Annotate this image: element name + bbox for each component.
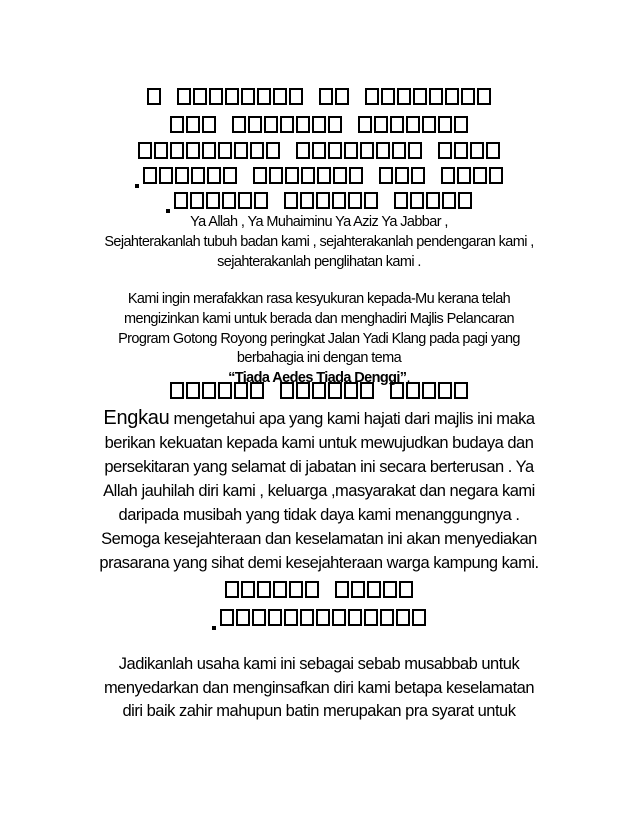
box-glyph-word: [166, 192, 269, 213]
missing-glyph-box: [335, 581, 349, 598]
missing-glyph-box: [316, 192, 330, 209]
missing-glyph-box: [218, 142, 232, 159]
missing-glyph-box: [143, 167, 157, 184]
missing-glyph-box: [202, 142, 216, 159]
missing-glyph-box: [248, 116, 262, 133]
missing-glyph-box: [253, 167, 267, 184]
main-paragraph-line: [0, 408, 638, 430]
missing-glyph-box: [175, 167, 189, 184]
missing-glyph-box: [191, 167, 205, 184]
main-paragraph-first-word: Engkau: [103, 407, 170, 429]
missing-glyph-box: [190, 192, 204, 209]
missing-glyph-box: [170, 116, 184, 133]
missing-glyph-box: [396, 609, 410, 626]
missing-glyph-box: [411, 167, 425, 184]
missing-glyph-box: [454, 382, 468, 399]
box-glyph-line: [0, 167, 638, 188]
missing-glyph-box: [394, 192, 408, 209]
missing-glyph-box: [186, 142, 200, 159]
missing-glyph-box: [225, 88, 239, 105]
missing-glyph-box: [328, 382, 342, 399]
missing-glyph-box: [222, 192, 236, 209]
missing-glyph-box: [268, 609, 282, 626]
missing-glyph-box: [332, 609, 346, 626]
intro-line: berbahagia ini dengan tema: [236, 350, 402, 366]
missing-glyph-box: [406, 116, 420, 133]
missing-glyph-box: [374, 116, 388, 133]
box-glyph-line: [0, 142, 638, 163]
box-glyph-line: [0, 88, 638, 109]
missing-glyph-box: [257, 581, 271, 598]
missing-glyph-box: [170, 142, 184, 159]
prayer-line: sejahterakanlah penglihatan kami .: [217, 254, 421, 270]
box-glyph-word: [212, 609, 427, 630]
box-glyph-word: [364, 88, 492, 109]
missing-glyph-box: [344, 382, 358, 399]
box-glyph-word: [389, 382, 469, 403]
missing-glyph-box: [442, 192, 456, 209]
prayer-line: Ya Allah , Ya Muhaiminu Ya Aziz Ya Jabbar ,: [190, 214, 448, 230]
box-glyph-word: [318, 88, 350, 109]
missing-glyph-box: [413, 88, 427, 105]
missing-glyph-box: [335, 88, 349, 105]
missing-glyph-box: [358, 116, 372, 133]
missing-glyph-box: [193, 88, 207, 105]
missing-glyph-box: [159, 167, 173, 184]
missing-glyph-box: [399, 581, 413, 598]
main-paragraph-line: prasarana yang sihat demi kesejahteraan warga kampung kami.: [99, 554, 539, 572]
missing-glyph-box: [397, 88, 411, 105]
missing-glyph-box: [351, 581, 365, 598]
missing-glyph-box: [438, 116, 452, 133]
box-glyph-line: [0, 116, 638, 137]
missing-glyph-box: [147, 88, 161, 105]
missing-glyph-box: [332, 192, 346, 209]
missing-glyph-box: [264, 116, 278, 133]
missing-glyph-box: [406, 382, 420, 399]
missing-glyph-box: [376, 142, 390, 159]
box-glyph-word: [146, 88, 162, 109]
missing-glyph-box: [241, 581, 255, 598]
missing-glyph-box: [174, 192, 188, 209]
missing-glyph-box: [383, 581, 397, 598]
missing-glyph-box: [202, 382, 216, 399]
missing-glyph-box: [280, 382, 294, 399]
missing-glyph-box: [408, 142, 422, 159]
missing-glyph-box: [285, 167, 299, 184]
missing-glyph-box: [438, 142, 452, 159]
missing-glyph-box: [225, 581, 239, 598]
missing-glyph-box: [454, 116, 468, 133]
missing-glyph-box: [319, 88, 333, 105]
missing-glyph-box: [250, 142, 264, 159]
intro-line: Kami ingin merafakkan rasa kesyukuran kepada-Mu kerana telah: [127, 291, 511, 307]
box-glyph-word: [440, 167, 504, 188]
missing-glyph-box: [333, 167, 347, 184]
missing-glyph-box: [170, 382, 184, 399]
missing-glyph-box: [349, 167, 363, 184]
missing-glyph-box: [241, 88, 255, 105]
missing-glyph-box: [300, 192, 314, 209]
main-paragraph-line: persekitaran yang selamat di jabatan ini secara berterusan . Ya: [104, 458, 534, 476]
intro-line: mengizinkan kami untuk berada dan menghadiri Majlis Pelancaran: [124, 311, 514, 327]
missing-glyph-box: [238, 192, 252, 209]
missing-glyph-box: [296, 142, 310, 159]
missing-glyph-box: [360, 142, 374, 159]
missing-glyph-box: [234, 142, 248, 159]
missing-glyph-box: [486, 142, 500, 159]
missing-glyph-box: [186, 116, 200, 133]
box-glyph-line: [0, 382, 638, 403]
missing-glyph-box: [317, 167, 331, 184]
missing-glyph-box: [461, 88, 475, 105]
box-glyph-word: [334, 581, 414, 602]
main-paragraph-line: Allah jauhilah diri kami , keluarga ,masyarakat dan negara kami: [103, 482, 535, 500]
missing-glyph-box: [344, 142, 358, 159]
box-glyph-word: [279, 382, 375, 403]
missing-glyph-box: [232, 116, 246, 133]
missing-glyph-box: [365, 88, 379, 105]
missing-glyph-box: [154, 142, 168, 159]
box-glyph-word: [393, 192, 473, 213]
missing-glyph-box: [207, 167, 221, 184]
main-paragraph-line: Semoga kesejahteraan dan keselamatan ini akan menyediakan: [101, 530, 537, 548]
missing-glyph-box: [296, 116, 310, 133]
closing-line: menyedarkan dan menginsafkan diri kami betapa keselamatan: [103, 679, 535, 697]
missing-glyph-box: [395, 167, 409, 184]
missing-glyph-box: [266, 142, 280, 159]
missing-glyph-box: [206, 192, 220, 209]
missing-glyph-box: [284, 192, 298, 209]
box-glyph-word: [231, 116, 343, 137]
box-glyph-line: [0, 609, 638, 630]
box-glyph-word: [357, 116, 469, 137]
missing-glyph-box: [280, 116, 294, 133]
box-glyph-word: [169, 382, 265, 403]
missing-glyph-box: [220, 609, 234, 626]
period-mark: [212, 626, 216, 630]
missing-glyph-box: [348, 609, 362, 626]
missing-glyph-box: [328, 116, 342, 133]
missing-glyph-box: [457, 167, 471, 184]
missing-glyph-box: [273, 581, 287, 598]
missing-glyph-box: [301, 167, 315, 184]
missing-glyph-box: [489, 167, 503, 184]
missing-glyph-box: [426, 192, 440, 209]
closing-line: Jadikanlah usaha kami ini sebagai sebab musabbab untuk: [118, 655, 520, 673]
missing-glyph-box: [470, 142, 484, 159]
box-glyph-word: [437, 142, 501, 163]
missing-glyph-box: [254, 192, 268, 209]
missing-glyph-box: [300, 609, 314, 626]
missing-glyph-box: [441, 167, 455, 184]
box-glyph-line: [0, 192, 638, 213]
closing-line: diri baik zahir mahupun batin merupakan pra syarat untuk: [122, 702, 516, 720]
missing-glyph-box: [477, 88, 491, 105]
missing-glyph-box: [257, 88, 271, 105]
box-glyph-word: [169, 116, 217, 137]
main-paragraph-line: daripada musibah yang tidak daya kami menanggungnya .: [118, 506, 520, 524]
missing-glyph-box: [454, 142, 468, 159]
missing-glyph-box: [364, 192, 378, 209]
missing-glyph-box: [473, 167, 487, 184]
missing-glyph-box: [328, 142, 342, 159]
missing-glyph-box: [289, 581, 303, 598]
missing-glyph-box: [429, 88, 443, 105]
missing-glyph-box: [438, 382, 452, 399]
box-glyph-word: [295, 142, 423, 163]
box-glyph-word: [137, 142, 281, 163]
missing-glyph-box: [360, 382, 374, 399]
missing-glyph-box: [305, 581, 319, 598]
theme-text: “Tiada Aedes Tiada Denggi”: [228, 370, 407, 386]
missing-glyph-box: [445, 88, 459, 105]
missing-glyph-box: [412, 609, 426, 626]
missing-glyph-box: [312, 142, 326, 159]
prayer-line: Sejahterakanlah tubuh badan kami , sejahterakanlah pendengaran kami ,: [104, 234, 534, 250]
missing-glyph-box: [273, 88, 287, 105]
missing-glyph-box: [236, 609, 250, 626]
missing-glyph-box: [252, 609, 266, 626]
box-glyph-word: [176, 88, 304, 109]
missing-glyph-box: [250, 382, 264, 399]
missing-glyph-box: [390, 116, 404, 133]
theme-suffix: .: [406, 370, 410, 386]
period-mark: [135, 184, 139, 188]
missing-glyph-box: [381, 88, 395, 105]
box-glyph-word: [378, 167, 426, 188]
missing-glyph-box: [223, 167, 237, 184]
missing-glyph-box: [284, 609, 298, 626]
missing-glyph-box: [296, 382, 310, 399]
main-paragraph-first-line: mengetahui apa yang kami hajati dari majlis ini maka: [169, 410, 535, 428]
box-glyph-word: [252, 167, 364, 188]
box-glyph-word: [283, 192, 379, 213]
box-glyph-word: [224, 581, 320, 602]
missing-glyph-box: [312, 382, 326, 399]
missing-glyph-box: [218, 382, 232, 399]
missing-glyph-box: [269, 167, 283, 184]
missing-glyph-box: [422, 382, 436, 399]
box-glyph-line: [0, 581, 638, 602]
intro-line: Program Gotong Royong peringkat Jalan Yadi Klang pada pagi yang: [118, 331, 520, 347]
missing-glyph-box: [390, 382, 404, 399]
missing-glyph-box: [410, 192, 424, 209]
missing-glyph-box: [380, 609, 394, 626]
missing-glyph-box: [316, 609, 330, 626]
main-paragraph-line: berikan kekuatan kepada kami untuk mewujudkan budaya dan: [104, 434, 534, 452]
missing-glyph-box: [422, 116, 436, 133]
missing-glyph-box: [367, 581, 381, 598]
missing-glyph-box: [177, 88, 191, 105]
missing-glyph-box: [364, 609, 378, 626]
box-glyph-word: [135, 167, 238, 188]
missing-glyph-box: [202, 116, 216, 133]
missing-glyph-box: [312, 116, 326, 133]
missing-glyph-box: [209, 88, 223, 105]
missing-glyph-box: [234, 382, 248, 399]
missing-glyph-box: [392, 142, 406, 159]
missing-glyph-box: [379, 167, 393, 184]
missing-glyph-box: [348, 192, 362, 209]
missing-glyph-box: [289, 88, 303, 105]
missing-glyph-box: [138, 142, 152, 159]
missing-glyph-box: [458, 192, 472, 209]
missing-glyph-box: [186, 382, 200, 399]
